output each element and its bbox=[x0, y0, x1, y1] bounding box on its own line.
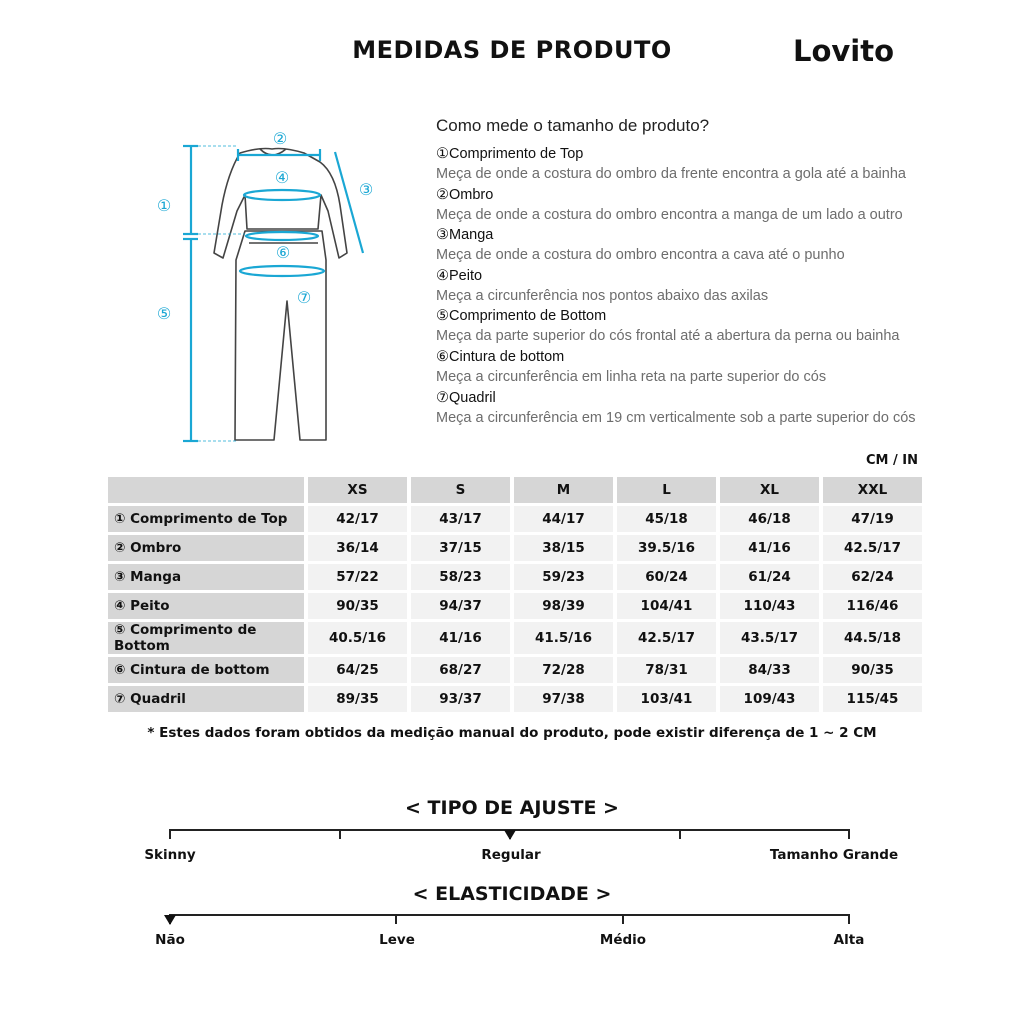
unit-label: CM / IN bbox=[866, 453, 918, 468]
guide-item-desc: Meça a circunferência em linha reta na parte superior do cós bbox=[436, 368, 827, 385]
table-cell: 116/46 bbox=[823, 593, 922, 619]
guide-item-title: ②Ombro bbox=[436, 186, 494, 203]
table-cell: 38/15 bbox=[514, 535, 613, 561]
marker-7: ⑦ bbox=[296, 288, 312, 307]
table-cell: 57/22 bbox=[308, 564, 407, 590]
marker-6: ⑥ bbox=[275, 243, 291, 262]
elasticity-label-medium: Médio bbox=[599, 932, 647, 948]
table-cell: 93/37 bbox=[411, 686, 510, 712]
table-cell: 68/27 bbox=[411, 657, 510, 683]
table-cell: 84/33 bbox=[720, 657, 819, 683]
row-label: ② Ombro bbox=[108, 535, 304, 561]
table-cell: 90/35 bbox=[308, 593, 407, 619]
elasticity-label-light: Leve bbox=[379, 932, 415, 948]
table-cell: 44/17 bbox=[514, 506, 613, 532]
marker-5: ⑤ bbox=[156, 304, 172, 323]
row-label: ③ Manga bbox=[108, 564, 304, 590]
size-header: L bbox=[617, 477, 716, 503]
table-cell: 47/19 bbox=[823, 506, 922, 532]
table-cell: 46/18 bbox=[720, 506, 819, 532]
table-cell: 41/16 bbox=[720, 535, 819, 561]
guide-item-title: ③Manga bbox=[436, 227, 494, 244]
row-label: ⑥ Cintura de bottom bbox=[108, 657, 304, 683]
elasticity-tick bbox=[622, 914, 624, 924]
marker-2: ② bbox=[272, 129, 288, 148]
page-title: MEDIDAS DE PRODUTO bbox=[352, 36, 672, 64]
size-header: XXL bbox=[823, 477, 922, 503]
table-cell: 78/31 bbox=[617, 657, 716, 683]
table-cell: 115/45 bbox=[823, 686, 922, 712]
table-cell: 58/23 bbox=[411, 564, 510, 590]
table-cell: 98/39 bbox=[514, 593, 613, 619]
brand-logo: Lovito bbox=[793, 34, 895, 68]
size-header: M bbox=[514, 477, 613, 503]
elasticity-tick bbox=[395, 914, 397, 924]
table-cell: 97/38 bbox=[514, 686, 613, 712]
guide-item-title: ④Peito bbox=[436, 267, 483, 284]
row-label: ⑦ Quadril bbox=[108, 686, 304, 712]
table-cell: 36/14 bbox=[308, 535, 407, 561]
size-header: XS bbox=[308, 477, 407, 503]
table-cell: 110/43 bbox=[720, 593, 819, 619]
table-cell: 60/24 bbox=[617, 564, 716, 590]
table-cell: 41.5/16 bbox=[514, 622, 613, 654]
table-cell: 43/17 bbox=[411, 506, 510, 532]
table-cell: 42.5/17 bbox=[617, 622, 716, 654]
table-cell: 90/35 bbox=[823, 657, 922, 683]
table-cell: 103/41 bbox=[617, 686, 716, 712]
elasticity-tick bbox=[848, 914, 850, 924]
guide-item-title: ⑤Comprimento de Bottom bbox=[436, 308, 607, 325]
table-cell: 43.5/17 bbox=[720, 622, 819, 654]
table-cell: 89/35 bbox=[308, 686, 407, 712]
table-cell: 94/37 bbox=[411, 593, 510, 619]
table-cell: 59/23 bbox=[514, 564, 613, 590]
table-cell: 61/24 bbox=[720, 564, 819, 590]
table-cell: 72/28 bbox=[514, 657, 613, 683]
marker-1: ① bbox=[156, 196, 172, 215]
guide-question: Como mede o tamanho de produto? bbox=[436, 116, 710, 135]
marker-3: ③ bbox=[358, 180, 374, 199]
size-header: S bbox=[411, 477, 510, 503]
elasticity-title: < ELASTICIDADE > bbox=[412, 883, 612, 905]
guide-item-desc: Meça de onde a costura do ombro da frente encontra a gola até a bainha bbox=[436, 166, 906, 182]
elasticity-label-none: Não bbox=[155, 932, 185, 948]
fit-label-regular: Regular bbox=[481, 847, 541, 863]
table-cell: 42.5/17 bbox=[823, 535, 922, 561]
table-cell: 40.5/16 bbox=[308, 622, 407, 654]
guide-item-desc: Meça a circunferência nos pontos abaixo das axilas bbox=[436, 287, 769, 304]
fit-title: < TIPO DE AJUSTE > bbox=[405, 797, 619, 819]
row-label: ⑤ Comprimento de Bottom bbox=[108, 622, 304, 654]
guide-item-title: ①Comprimento de Top bbox=[436, 146, 584, 162]
table-cell: 41/16 bbox=[411, 622, 510, 654]
guide-item-desc: Meça de onde a costura do ombro encontra a manga de um lado a outro bbox=[436, 206, 903, 223]
size-header: XL bbox=[720, 477, 819, 503]
table-cell: 62/24 bbox=[823, 564, 922, 590]
table-cell: 39.5/16 bbox=[617, 535, 716, 561]
table-cell: 45/18 bbox=[617, 506, 716, 532]
table-cell: 37/15 bbox=[411, 535, 510, 561]
row-label: ① Comprimento de Top bbox=[108, 506, 304, 532]
guide-item-title: ⑥Cintura de bottom bbox=[436, 348, 565, 365]
marker-4: ④ bbox=[274, 168, 290, 187]
guide-item-desc: Meça a circunferência em 19 cm verticalmente sob a parte superior do cós bbox=[436, 409, 916, 426]
guide-item-title: ⑦Quadril bbox=[436, 389, 496, 406]
table-cell: 44.5/18 bbox=[823, 622, 922, 654]
guide-item-desc: Meça de onde a costura do ombro encontra a cava até o punho bbox=[436, 247, 845, 264]
fit-label-large: Tamanho Grande bbox=[769, 847, 899, 863]
table-cell: 42/17 bbox=[308, 506, 407, 532]
measurement-note: * Estes dados foram obtidos da medição manual do produto, pode existir diferença de 1 ~ 2 CM bbox=[147, 725, 877, 741]
table-cell: 109/43 bbox=[720, 686, 819, 712]
row-label: ④ Peito bbox=[108, 593, 304, 619]
elasticity-label-high: Alta bbox=[833, 932, 865, 948]
table-cell: 104/41 bbox=[617, 593, 716, 619]
table-cell: 64/25 bbox=[308, 657, 407, 683]
elasticity-scale-line bbox=[170, 914, 850, 916]
elasticity-selected-marker bbox=[164, 915, 176, 925]
guide-item-desc: Meça da parte superior do cós frontal até a abertura da perna ou bainha bbox=[436, 328, 900, 345]
fit-label-skinny: Skinny bbox=[144, 847, 196, 863]
